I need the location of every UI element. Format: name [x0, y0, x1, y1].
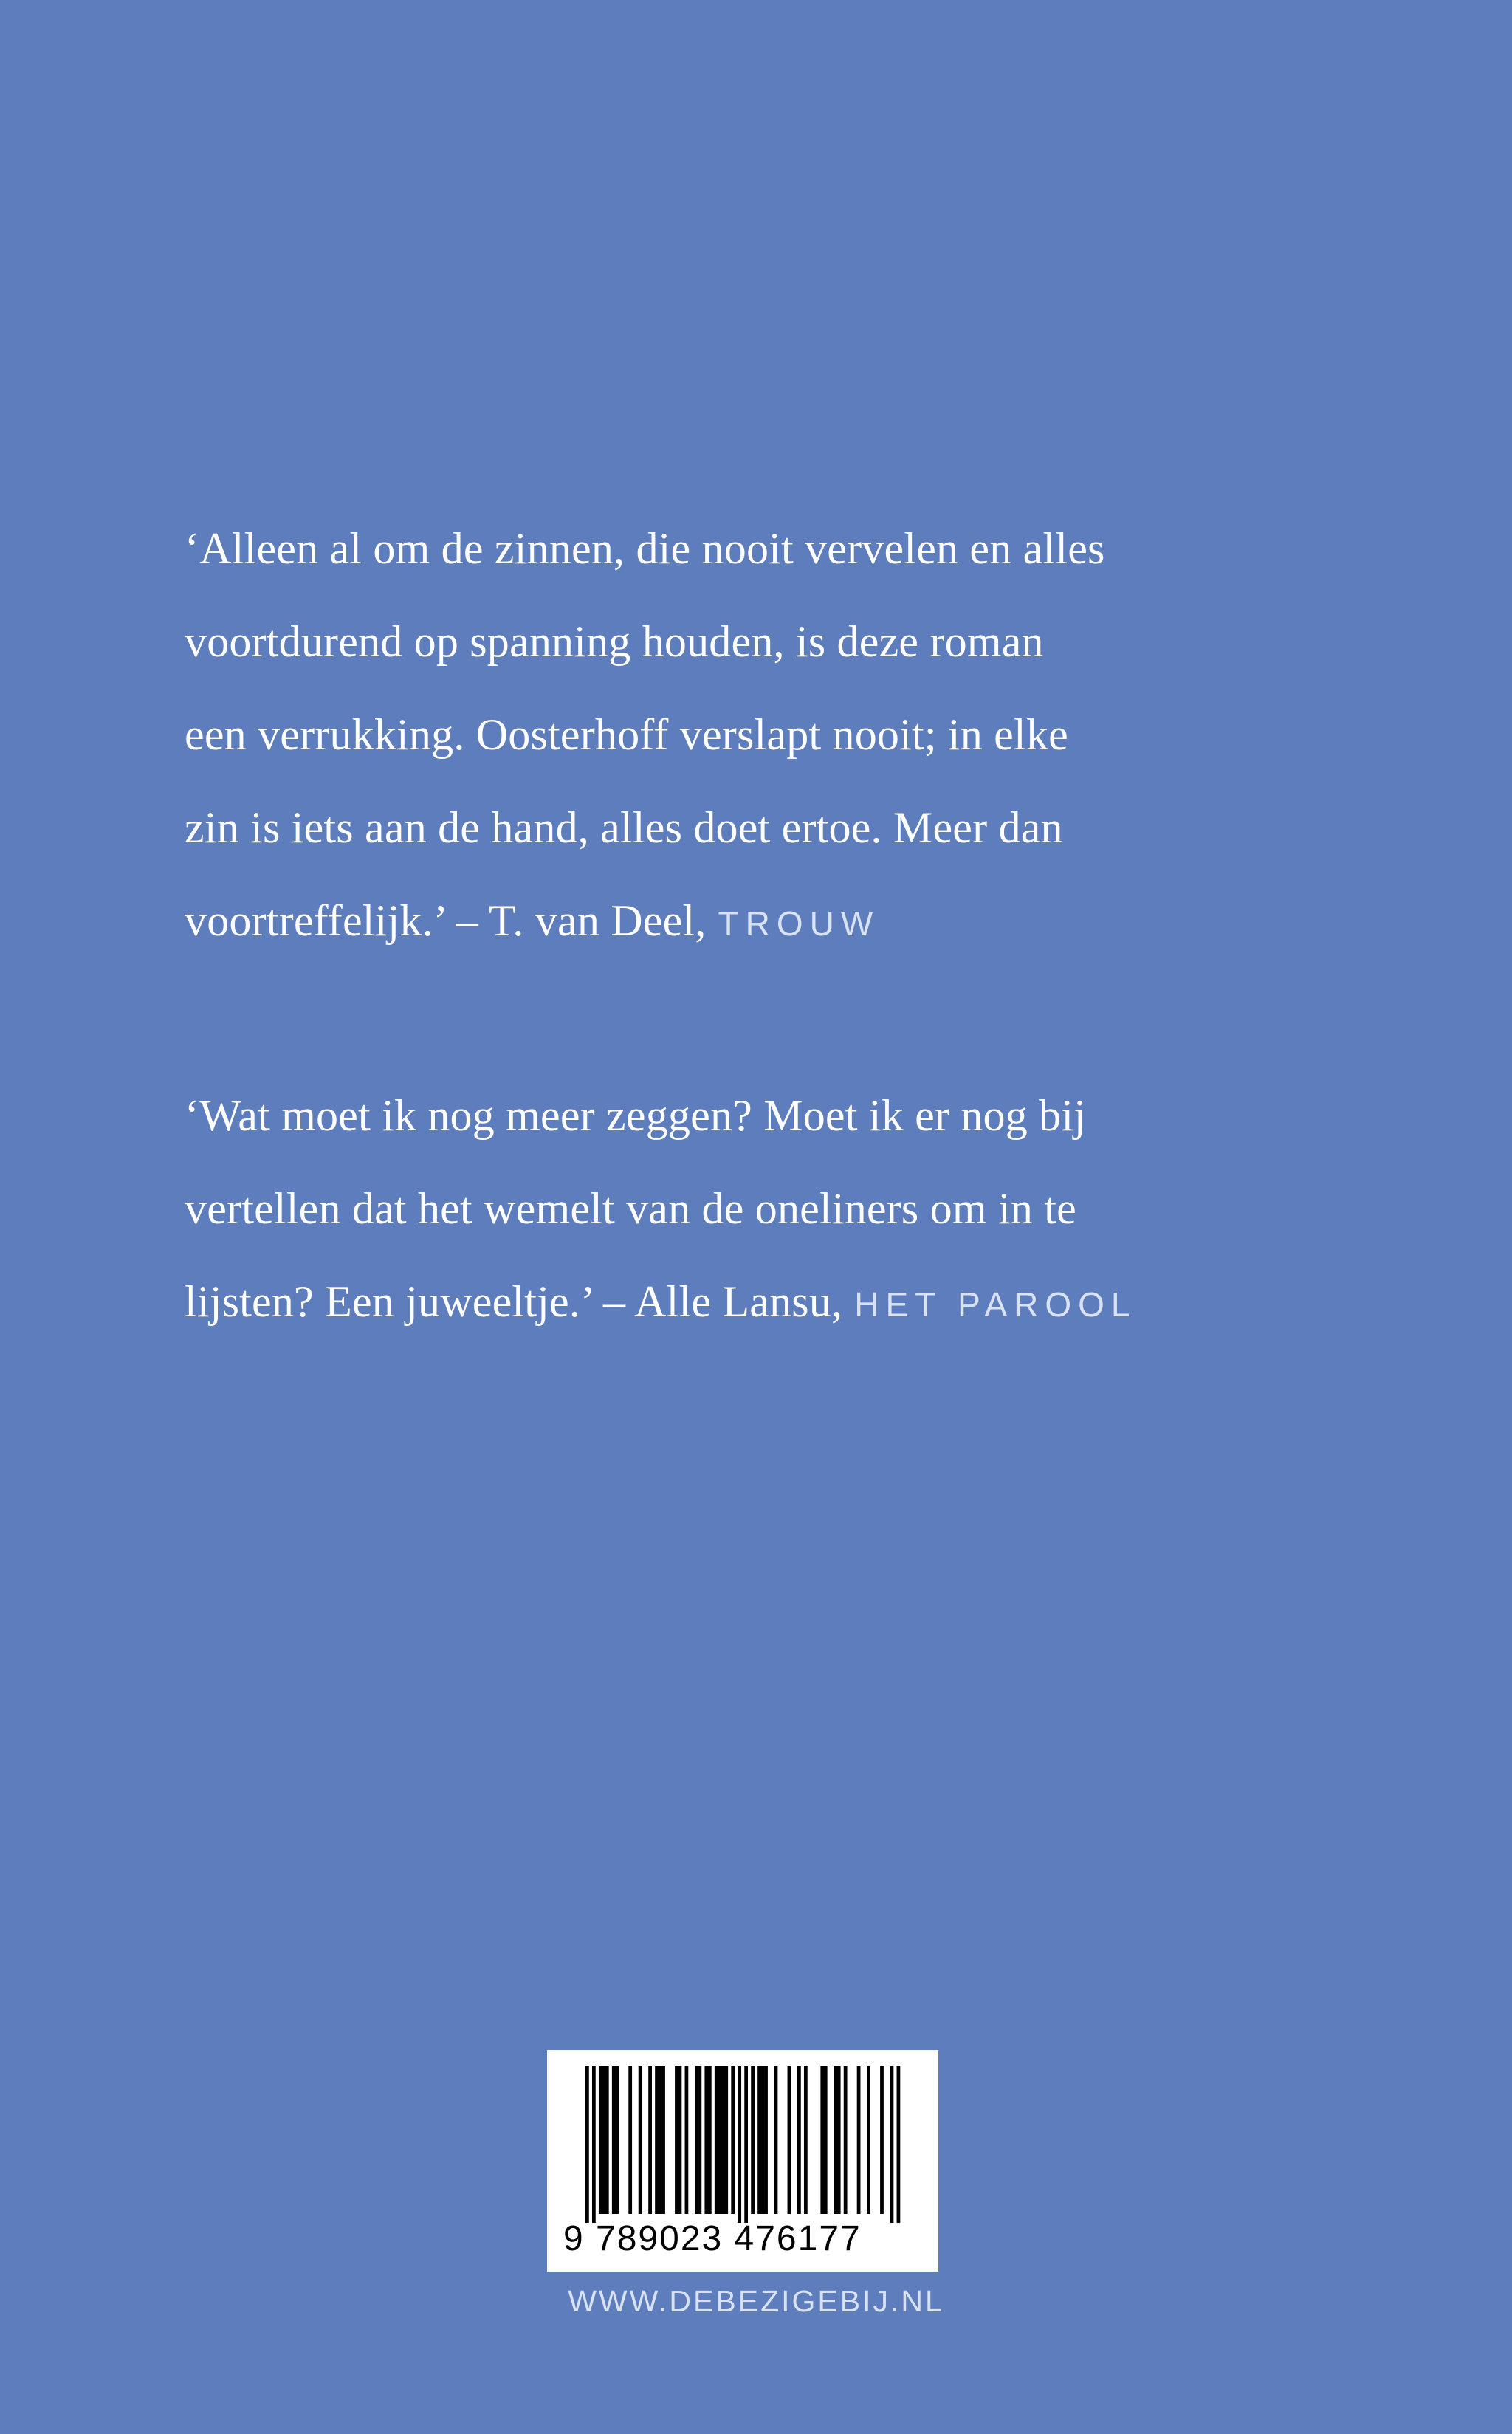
barcode-bar: [675, 2066, 678, 2214]
barcode-bar: [698, 2066, 701, 2214]
barcode: [547, 2050, 938, 2272]
barcode-bar: [612, 2066, 616, 2214]
barcode-bar: [695, 2066, 698, 2214]
barcode-bar: [774, 2066, 778, 2214]
publisher-website: WWW.DEBEZIGEBIJ.NL: [568, 2284, 944, 2318]
quote-line: voortdurend op spanning houden, is deze roman: [185, 617, 1044, 666]
barcode-bar: [857, 2066, 861, 2214]
barcode-bar: [599, 2066, 602, 2214]
barcode-bar: [605, 2066, 609, 2214]
quote-line: ‘Alleen al om de zinnen, die nooit vervelen en alles: [185, 524, 1105, 573]
barcode-bar: [721, 2066, 725, 2214]
barcode-bar: [844, 2066, 848, 2214]
barcode-number: 9 789023 476177: [563, 2219, 862, 2258]
quote-line-attribution: [185, 874, 1307, 970]
barcode-bar: [648, 2066, 652, 2214]
barcode-bar: [731, 2066, 735, 2214]
quote-line: ‘Wat moet ik nog meer zeggen? Moet ik er nog bij: [185, 1091, 1087, 1140]
barcode-bar: [738, 2066, 741, 2223]
barcode-bar: [897, 2066, 901, 2223]
barcode-bar: [602, 2066, 605, 2214]
barcode-bar: [678, 2066, 682, 2214]
barcode-bar: [585, 2066, 589, 2223]
barcode-bar: [757, 2066, 761, 2214]
barcode-bar: [639, 2066, 642, 2214]
review-quote-trouw: [185, 502, 1307, 970]
quote-line-attribution: [185, 1255, 1307, 1351]
barcode-bar: [867, 2066, 870, 2214]
barcode-bar: [715, 2066, 718, 2214]
quote-source: HET PAROOL: [854, 1285, 1137, 1324]
barcode-bar: [744, 2066, 748, 2223]
barcode-bar: [685, 2066, 689, 2214]
quote-line: zin is iets aan de hand, alles doet ertoe. Meer dan: [185, 803, 1063, 852]
quote-attribution: lijsten? Een juweeltje.’ – Alle Lansu,: [185, 1277, 843, 1326]
barcode-bar: [662, 2066, 665, 2214]
barcode-bar: [761, 2066, 765, 2214]
barcode-bar: [708, 2066, 712, 2214]
barcode-bar: [890, 2066, 894, 2223]
barcode-bar: [615, 2066, 619, 2214]
barcode-bars: [563, 2066, 922, 2223]
barcode-bar: [797, 2066, 801, 2214]
barcode-bar: [788, 2066, 791, 2214]
quote-line: een verrukking. Oosterhoff verslapt nooit; in elke: [185, 710, 1068, 759]
barcode-bar: [764, 2066, 768, 2214]
barcode-bar: [718, 2066, 721, 2214]
barcode-bar: [834, 2066, 837, 2214]
barcode-bar: [704, 2066, 708, 2214]
barcode-bar: [592, 2066, 596, 2223]
barcode-bar: [628, 2066, 632, 2214]
review-quote-het-parool: [185, 1069, 1307, 1351]
barcode-bar: [751, 2066, 755, 2214]
quote-line: vertellen dat het wemelt van de oneliners om in te: [185, 1184, 1076, 1233]
barcode-bar: [824, 2066, 828, 2214]
barcode-bar: [820, 2066, 824, 2214]
quote-attribution: voortreffelijk.’ – T. van Deel,: [185, 896, 707, 945]
barcode-bar: [837, 2066, 841, 2214]
barcode-bar: [659, 2066, 662, 2214]
barcode-bar: [724, 2066, 728, 2214]
barcode-bar: [655, 2066, 659, 2214]
quote-source: TROUW: [718, 904, 880, 943]
barcode-bar: [880, 2066, 884, 2214]
barcode-bar: [804, 2066, 808, 2214]
